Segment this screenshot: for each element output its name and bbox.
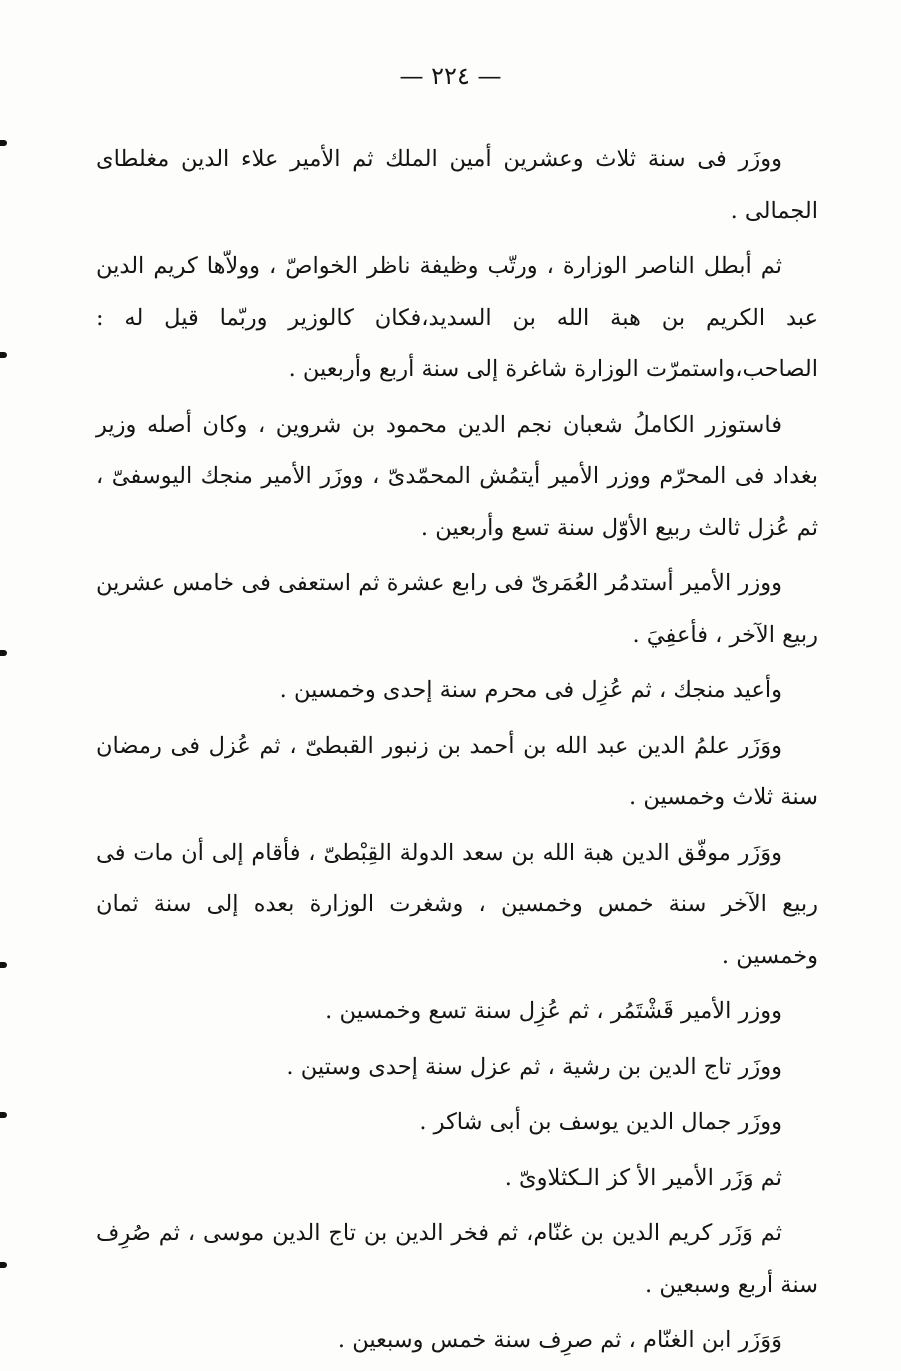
scan-edge-mark: [0, 352, 7, 358]
paragraph: ووَزَر علمُ الدين عبد الله بن أحمد بن زنبور القبطىّ ، ثم عُزل فى رمضان سنة ثلاث وخمسين .: [96, 732, 818, 810]
scan-edge-mark: [0, 650, 7, 656]
paragraph: ووَزَر موفّق الدين هبة الله بن سعد الدولة القِبْطىّ ، فأقام إلى أن مات فى ربيع الآخر سنة خمس وخمسين ، وشغرت الوزارة بعده إلى سنة ثمان وخمسين .: [96, 839, 818, 969]
paragraph: ووزر الأمير أستدمُر العُمَرىّ فى رابع عشرة ثم استعفى فى خامس عشرين ربيع الآخر ، فأعفِيَ .: [96, 570, 818, 648]
paragraph: ثم وَزَر كريم الدين بن غنّام، ثم فخر الدين بن تاج الدين موسى ، ثم صُرِف سنة أربع وسبعين .: [96, 1220, 818, 1298]
scan-edge-mark: [0, 962, 7, 968]
paragraph: فاستوزر الكاملُ شعبان نجم الدين محمود بن شروين ، وكان أصله وزير بغداد فى المحرّم ووزر الأمير أيتمُش المحمّدىّ ، ووزَر الأمير منجك اليوسفىّ ، ثم عُزل ثالث ربيع الأوّل سنة تسع وأربعين .: [96, 411, 818, 541]
body-text: [96, 134, 818, 1371]
paragraph: ووزَر فى سنة ثلاث وعشرين أمين الملك ثم الأمير علاء الدين مغلطاى الجمالى .: [96, 146, 818, 224]
paragraph: ووزَر تاج الدين بن رشية ، ثم عزل سنة إحدى وستين .: [286, 1053, 782, 1080]
paragraph: وَوَزَر ابن الغنّام ، ثم صرِف سنة خمس وسبعين .: [337, 1327, 782, 1353]
scan-edge-mark: [0, 140, 7, 146]
paragraph: ووزَر جمال الدين يوسف بن أبى شاكر .: [419, 1109, 782, 1135]
paragraph: ثم أبطل الناصر الوزارة ، ورتّب وظيفة ناظر الخواصّ ، وولاّها كريم الدين عبد الكريم بن هبة الله بن السديد،فكان كالوزير وربّما قيل له : الصاحب،واستمرّت الوزارة شاغرة إلى سنة أربع وأربعين .: [96, 253, 818, 382]
paragraph: وأعيد منجك ، ثم عُزِل فى محرم سنة إحدى وخمسين .: [279, 677, 782, 703]
scan-edge-mark: [0, 1262, 7, 1268]
page-number: — ٢٢٤ —: [399, 62, 502, 90]
scan-edge-mark: [0, 1112, 7, 1118]
paragraph: ووزر الأمير قَشْتَمُر ، ثم عُزِل سنة تسع وخمسين .: [325, 998, 782, 1024]
paragraph: ثم وَزَر الأمير الأ كز الـكثلاوىّ .: [504, 1164, 782, 1191]
